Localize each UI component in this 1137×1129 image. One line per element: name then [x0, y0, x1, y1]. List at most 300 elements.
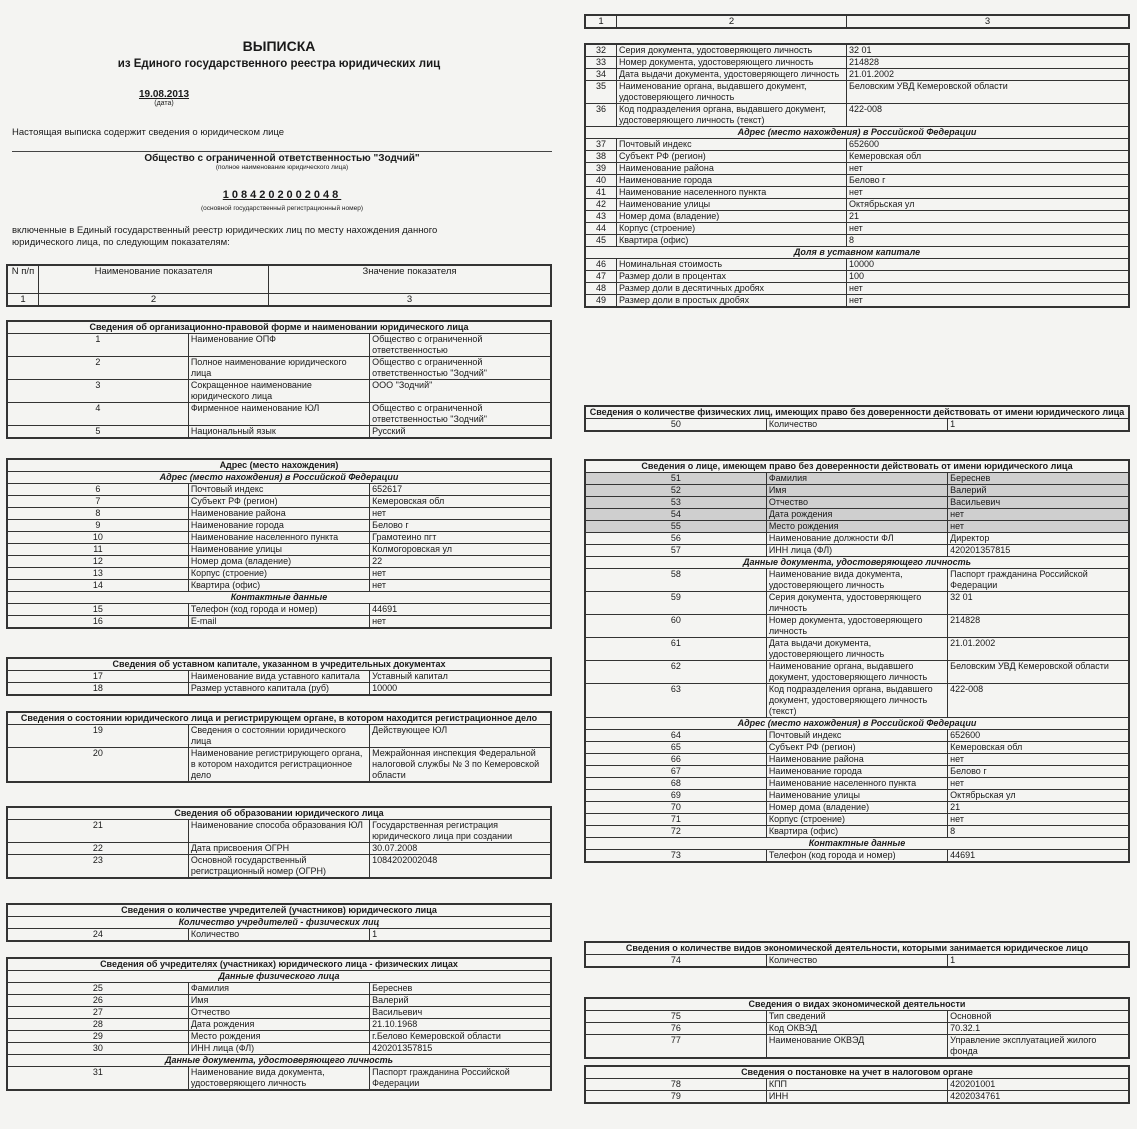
table-row — [585, 615, 1129, 638]
table-row — [585, 139, 1129, 151]
table-row — [7, 748, 551, 783]
table-row — [585, 790, 1129, 802]
row-label: Телефон (код города и номер) — [766, 850, 947, 863]
row-number: 16 — [7, 616, 188, 629]
row-value: 422-008 — [948, 684, 1129, 718]
row-label: Наименование вида уставного капитала — [188, 671, 369, 683]
row-label: Корпус (строение) — [617, 223, 847, 235]
row-number: 24 — [7, 929, 188, 942]
table-row — [585, 295, 1129, 308]
table-row — [7, 604, 551, 616]
section-table — [6, 320, 552, 439]
section-table — [6, 806, 552, 879]
section-table — [6, 957, 552, 1091]
row-value: 1 — [948, 955, 1129, 968]
row-label: Корпус (строение) — [188, 568, 369, 580]
table-row — [7, 1067, 551, 1091]
row-label: Дата рождения — [188, 1019, 369, 1031]
table-row — [7, 496, 551, 508]
row-value: нет — [847, 295, 1130, 308]
subsection-title: Контактные данные — [585, 838, 1129, 850]
row-number: 72 — [585, 826, 766, 838]
row-number: 11 — [7, 544, 188, 556]
row-label: Фамилия — [188, 983, 369, 995]
section-title: Сведения об уставном капитале, указанном в учредительных документах — [7, 658, 551, 671]
row-number: 73 — [585, 850, 766, 863]
row-label: Наименование улицы — [617, 199, 847, 211]
table-row — [585, 223, 1129, 235]
row-value: г.Белово Кемеровской области — [370, 1031, 551, 1043]
table-row — [585, 545, 1129, 557]
table-row — [585, 826, 1129, 838]
row-value: нет — [847, 163, 1130, 175]
col-num: N п/п — [7, 265, 39, 293]
row-number: 27 — [7, 1007, 188, 1019]
row-label: Наименование улицы — [766, 790, 947, 802]
row-value: Белово г — [948, 766, 1129, 778]
table-row — [585, 497, 1129, 509]
row-value: 8 — [948, 826, 1129, 838]
row-value: Паспорт гражданина Российской Федерации — [370, 1067, 551, 1091]
row-number: 25 — [7, 983, 188, 995]
section-title: Сведения об учредителях (участниках) юридического лица - физических лицах — [7, 958, 551, 971]
section-title: Сведения о лице, имеющем право без доверенности действовать от имени юридического лица — [585, 460, 1129, 473]
table-row — [7, 1007, 551, 1019]
row-value: Белово г — [847, 175, 1130, 187]
row-number: 54 — [585, 509, 766, 521]
row-number: 67 — [585, 766, 766, 778]
table-row — [585, 592, 1129, 615]
row-label: Номер дома (владение) — [617, 211, 847, 223]
row-value: Общество с ограниченной ответственностью "Зодчий" — [370, 357, 551, 380]
row-label: ИНН лица (ФЛ) — [766, 545, 947, 557]
row-number: 32 — [585, 44, 617, 57]
row-number: 63 — [585, 684, 766, 718]
row-value: нет — [847, 223, 1130, 235]
row-value: Белово г — [370, 520, 551, 532]
table-row — [7, 380, 551, 403]
row-number: 41 — [585, 187, 617, 199]
table-row — [585, 104, 1129, 127]
row-label: Размер доли в десятичных дробях — [617, 283, 847, 295]
col-name: Наименование показателя — [39, 265, 269, 293]
row-number: 8 — [7, 508, 188, 520]
row-label: ИНН — [766, 1091, 947, 1104]
row-label: Сведения о состоянии юридического лица — [188, 725, 369, 748]
row-number: 23 — [7, 855, 188, 879]
row-number: 1 — [7, 334, 188, 357]
row-number: 5 — [7, 426, 188, 439]
row-label: Номер документа, удостоверяющего личность — [766, 615, 947, 638]
row-label: Корпус (строение) — [766, 814, 947, 826]
table-row — [7, 995, 551, 1007]
col-index-3: 3 — [269, 293, 552, 306]
section-table — [584, 1065, 1130, 1104]
row-value: Управление эксплуатацией жилого фонда — [948, 1035, 1129, 1059]
doc-title: ВЫПИСКА — [242, 38, 316, 54]
row-value: 100 — [847, 271, 1130, 283]
row-label: Наименование района — [617, 163, 847, 175]
row-value: Октябрьская ул — [948, 790, 1129, 802]
table-row — [585, 259, 1129, 271]
table-row — [585, 151, 1129, 163]
table-row — [7, 929, 551, 942]
row-value: Государственная регистрация юридического лица при создании — [370, 820, 551, 843]
row-value: нет — [370, 568, 551, 580]
row-label: Наименование органа, выдавшего документ, удостоверяющего личность — [766, 661, 947, 684]
table-row — [585, 419, 1129, 432]
row-label: КПП — [766, 1079, 947, 1091]
row-number: 76 — [585, 1023, 766, 1035]
row-value: нет — [847, 187, 1130, 199]
row-number: 62 — [585, 661, 766, 684]
right-column-header-table — [584, 14, 1130, 29]
section-title: Сведения о постановке на учет в налоговом органе — [585, 1066, 1129, 1079]
row-value: Беловским УВД Кемеровской области — [847, 81, 1130, 104]
row-value: Действующее ЮЛ — [370, 725, 551, 748]
row-number: 35 — [585, 81, 617, 104]
row-label: Наименование ОПФ — [188, 334, 369, 357]
row-number: 26 — [7, 995, 188, 1007]
row-number: 2 — [7, 357, 188, 380]
table-row — [7, 725, 551, 748]
row-number: 34 — [585, 69, 617, 81]
row-label: Место рождения — [766, 521, 947, 533]
table-row — [7, 532, 551, 544]
row-value: Октябрьская ул — [847, 199, 1130, 211]
row-label: Имя — [188, 995, 369, 1007]
row-value: Грамотеино пгт — [370, 532, 551, 544]
row-value: Васильевич — [370, 1007, 551, 1019]
row-value: нет — [948, 754, 1129, 766]
row-number: 64 — [585, 730, 766, 742]
row-label: Тип сведений — [766, 1011, 947, 1023]
row-number: 69 — [585, 790, 766, 802]
row-label: Код ОКВЭД — [766, 1023, 947, 1035]
table-row — [585, 569, 1129, 592]
table-row — [585, 684, 1129, 718]
row-label: Номер документа, удостоверяющего личность — [617, 57, 847, 69]
row-value: 21.01.2002 — [847, 69, 1130, 81]
section-title: Сведения о количестве учредителей (участников) юридического лица — [7, 904, 551, 917]
row-number: 6 — [7, 484, 188, 496]
section-table — [6, 458, 552, 629]
row-label: Наименование района — [766, 754, 947, 766]
row-label: Номер дома (владение) — [766, 802, 947, 814]
section-table — [584, 405, 1130, 432]
row-value: 1 — [370, 929, 551, 942]
row-number: 19 — [7, 725, 188, 748]
table-row — [7, 616, 551, 629]
doc-date-caption: (дата) — [154, 100, 174, 107]
row-number: 18 — [7, 683, 188, 696]
col-index-2: 2 — [39, 293, 269, 306]
row-number: 21 — [7, 820, 188, 843]
row-label: Отчество — [766, 497, 947, 509]
subsection-title: Адрес (место нахождения) в Российской Федерации — [7, 472, 551, 484]
table-row — [7, 556, 551, 568]
row-label: Количество — [188, 929, 369, 942]
row-number: 44 — [585, 223, 617, 235]
row-number: 7 — [7, 496, 188, 508]
row-number: 12 — [7, 556, 188, 568]
row-value: Береснев — [370, 983, 551, 995]
col-value: Значение показателя — [269, 265, 552, 293]
row-number: 75 — [585, 1011, 766, 1023]
row-number: 37 — [585, 139, 617, 151]
row-label: Наименование регистрирующего органа, в котором находится регистрационное дело — [188, 748, 369, 783]
row-label: Наименование населенного пункта — [766, 778, 947, 790]
row-number: 17 — [7, 671, 188, 683]
section-title: Сведения о количестве видов экономической деятельности, которыми занимается юридическое лицо — [585, 942, 1129, 955]
row-number: 28 — [7, 1019, 188, 1031]
table-row — [585, 533, 1129, 545]
row-number: 57 — [585, 545, 766, 557]
row-number: 59 — [585, 592, 766, 615]
row-number: 79 — [585, 1091, 766, 1104]
row-value: 420201357815 — [948, 545, 1129, 557]
row-value: 22 — [370, 556, 551, 568]
table-row — [585, 199, 1129, 211]
section-title: Сведения об организационно-правовой форме и наименовании юридического лица — [7, 321, 551, 334]
row-label: Телефон (код города и номер) — [188, 604, 369, 616]
row-number: 13 — [7, 568, 188, 580]
column-header-table — [6, 264, 552, 307]
row-label: Место рождения — [188, 1031, 369, 1043]
row-number: 38 — [585, 151, 617, 163]
row-label: Наименование способа образования ЮЛ — [188, 820, 369, 843]
table-row — [585, 814, 1129, 826]
col-index-2: 2 — [617, 15, 847, 28]
row-label: Основной государственный регистрационный номер (ОГРН) — [188, 855, 369, 879]
table-row — [585, 485, 1129, 497]
section-table — [6, 657, 552, 696]
row-value: 32 01 — [847, 44, 1130, 57]
row-label: Номер дома (владение) — [188, 556, 369, 568]
table-row — [585, 44, 1129, 57]
table-row — [7, 820, 551, 843]
table-row — [585, 235, 1129, 247]
ogrn-caption: (основной государственный регистрационный номер) — [200, 205, 363, 212]
row-number: 52 — [585, 485, 766, 497]
row-value: Общество с ограниченной ответственностью "Зодчий" — [370, 403, 551, 426]
row-value: 420201357815 — [370, 1043, 551, 1055]
row-value: Валерий — [370, 995, 551, 1007]
col-index-1: 1 — [7, 293, 39, 306]
table-row — [585, 175, 1129, 187]
table-row — [585, 163, 1129, 175]
row-label: Наименование района — [188, 508, 369, 520]
col-index-1: 1 — [585, 15, 617, 28]
section-title: Сведения об образовании юридического лица — [7, 807, 551, 820]
row-value: 422-008 — [847, 104, 1130, 127]
row-value: 8 — [847, 235, 1130, 247]
row-label: Номинальная стоимость — [617, 259, 847, 271]
subsection-title: Адрес (место нахождения) в Российской Федерации — [585, 718, 1129, 730]
row-label: ИНН лица (ФЛ) — [188, 1043, 369, 1055]
doc-subtitle: из Единого государственного реестра юридических лиц — [117, 58, 441, 70]
row-value: Общество с ограниченной ответственностью — [370, 334, 551, 357]
table-row — [585, 1023, 1129, 1035]
row-label: Отчество — [188, 1007, 369, 1019]
row-label: Почтовый индекс — [188, 484, 369, 496]
row-label: Сокращенное наименование юридического лица — [188, 380, 369, 403]
subsection-title: Контактные данные — [7, 592, 551, 604]
row-value: Уставный капитал — [370, 671, 551, 683]
section-title: Сведения о видах экономической деятельности — [585, 998, 1129, 1011]
table-row — [585, 742, 1129, 754]
row-number: 29 — [7, 1031, 188, 1043]
row-label: Наименование вида документа, удостоверяющего личность — [766, 569, 947, 592]
row-label: Дата присвоения ОГРН — [188, 843, 369, 855]
row-label: Квартира (офис) — [617, 235, 847, 247]
row-number: 70 — [585, 802, 766, 814]
row-label: Размер доли в простых дробях — [617, 295, 847, 308]
table-row — [585, 766, 1129, 778]
table-row — [585, 1011, 1129, 1023]
table-row — [585, 661, 1129, 684]
table-row — [585, 509, 1129, 521]
row-value: 652600 — [948, 730, 1129, 742]
row-value: Директор — [948, 533, 1129, 545]
row-label: Наименование населенного пункта — [188, 532, 369, 544]
table-row — [7, 334, 551, 357]
table-row — [7, 426, 551, 439]
row-value: 30.07.2008 — [370, 843, 551, 855]
table-row — [7, 568, 551, 580]
row-label: Фамилия — [766, 473, 947, 485]
row-value: нет — [948, 509, 1129, 521]
row-number: 22 — [7, 843, 188, 855]
table-row — [585, 521, 1129, 533]
table-row — [7, 983, 551, 995]
row-value: нет — [948, 814, 1129, 826]
row-value: 21 — [948, 802, 1129, 814]
row-number: 47 — [585, 271, 617, 283]
row-value: нет — [370, 508, 551, 520]
row-number: 3 — [7, 380, 188, 403]
table-row — [585, 638, 1129, 661]
table-row — [585, 57, 1129, 69]
table-row — [7, 508, 551, 520]
table-row — [7, 671, 551, 683]
table-row — [585, 730, 1129, 742]
row-label: Наименование города — [188, 520, 369, 532]
table-row — [7, 544, 551, 556]
row-value: нет — [847, 283, 1130, 295]
section-table — [584, 997, 1130, 1059]
table-row — [585, 1079, 1129, 1091]
table-row — [7, 683, 551, 696]
table-row — [585, 802, 1129, 814]
row-value: 21 — [847, 211, 1130, 223]
row-value: Межрайонная инспекция Федеральной налоговой службы № 3 по Кемеровской области — [370, 748, 551, 783]
row-number: 60 — [585, 615, 766, 638]
table-row — [585, 778, 1129, 790]
row-number: 31 — [7, 1067, 188, 1091]
row-number: 55 — [585, 521, 766, 533]
row-number: 61 — [585, 638, 766, 661]
table-row — [7, 1031, 551, 1043]
table-row — [7, 520, 551, 532]
table-row — [7, 580, 551, 592]
row-label: Наименование вида документа, удостоверяющего личность — [188, 1067, 369, 1091]
row-value: 32 01 — [948, 592, 1129, 615]
row-value: Кемеровская обл — [948, 742, 1129, 754]
subsection-title: Количество учредителей - физических лиц — [7, 917, 551, 929]
row-number: 40 — [585, 175, 617, 187]
table-row — [585, 271, 1129, 283]
row-value: 4202034761 — [948, 1091, 1129, 1104]
row-number: 56 — [585, 533, 766, 545]
row-number: 43 — [585, 211, 617, 223]
row-number: 46 — [585, 259, 617, 271]
row-label: Размер доли в процентах — [617, 271, 847, 283]
row-value: 70.32.1 — [948, 1023, 1129, 1035]
table-row — [585, 211, 1129, 223]
row-value: 652600 — [847, 139, 1130, 151]
row-value: Береснев — [948, 473, 1129, 485]
row-value: Основной — [948, 1011, 1129, 1023]
table-row — [585, 754, 1129, 766]
subsection-title: Данные документа, удостоверяющего личность — [585, 557, 1129, 569]
row-label: Размер уставного капитала (руб) — [188, 683, 369, 696]
row-label: Субъект РФ (регион) — [617, 151, 847, 163]
row-value: 44691 — [370, 604, 551, 616]
row-label: Дата выдачи документа, удостоверяющего личность — [617, 69, 847, 81]
row-number: 45 — [585, 235, 617, 247]
row-number: 33 — [585, 57, 617, 69]
row-number: 15 — [7, 604, 188, 616]
table-row — [585, 69, 1129, 81]
row-label: Наименование должности ФЛ — [766, 533, 947, 545]
section-table — [6, 711, 552, 783]
row-value: 10000 — [847, 259, 1130, 271]
row-label: Код подразделения органа, выдавшего документ, удостоверяющего личность (текст) — [766, 684, 947, 718]
row-number: 39 — [585, 163, 617, 175]
row-number: 53 — [585, 497, 766, 509]
row-label: Фирменное наименование ЮЛ — [188, 403, 369, 426]
section-table — [584, 941, 1130, 968]
row-label: Серия документа, удостоверяющего личность — [617, 44, 847, 57]
subsection-title: Доля в уставном капитале — [585, 247, 1129, 259]
row-value: Кемеровская обл — [370, 496, 551, 508]
row-number: 78 — [585, 1079, 766, 1091]
row-value: Валерий — [948, 485, 1129, 497]
row-label: E-mail — [188, 616, 369, 629]
row-label: Количество — [766, 955, 947, 968]
row-label: Серия документа, удостоверяющего личность — [766, 592, 947, 615]
row-number: 74 — [585, 955, 766, 968]
row-value: 214828 — [847, 57, 1130, 69]
row-value: Васильевич — [948, 497, 1129, 509]
ogrn-number: 1084202002048 — [222, 189, 342, 201]
row-value: нет — [948, 521, 1129, 533]
row-label: Количество — [766, 419, 947, 432]
row-value: Паспорт гражданина Российской Федерации — [948, 569, 1129, 592]
table-row — [7, 357, 551, 380]
row-label: Почтовый индекс — [617, 139, 847, 151]
company-name: Общество с ограниченной ответственностью "Зодчий" — [12, 151, 552, 164]
row-value: Кемеровская обл — [847, 151, 1130, 163]
row-label: Наименование улицы — [188, 544, 369, 556]
doc-included-text: включенные в Единый государственный реестр юридических лиц по месту нахождения данного юридического лица, по следующим показателям: — [12, 225, 438, 248]
row-number: 51 — [585, 473, 766, 485]
row-number: 58 — [585, 569, 766, 592]
row-number: 20 — [7, 748, 188, 783]
table-row — [585, 850, 1129, 863]
doc-date: 19.08.2013 — [138, 89, 190, 100]
